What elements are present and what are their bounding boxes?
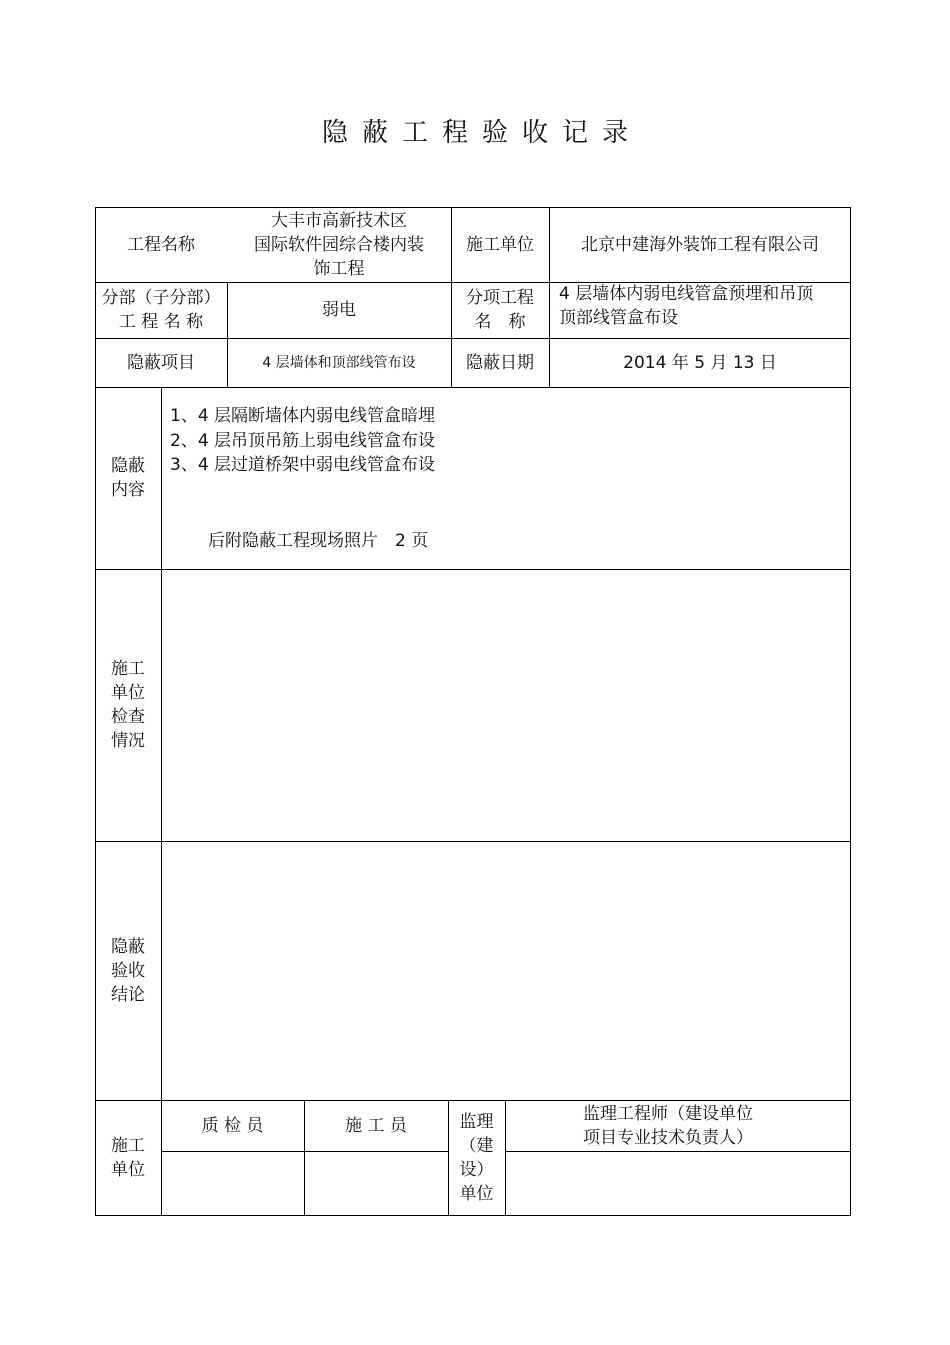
conclusion-field[interactable] [161, 841, 851, 1100]
content-line: 2、4 层吊顶吊筋上弱电线管盒布设 [170, 431, 436, 451]
project-name-value [227, 207, 451, 282]
conclusion-label-line: 验收 [111, 960, 145, 981]
subitem-value-line: 顶部线管盒布设 [559, 308, 678, 328]
project-name-line: 饰工程 [313, 258, 365, 279]
supervising-engineer-signature-field[interactable] [505, 1151, 851, 1216]
signature-unit-label [95, 1100, 161, 1216]
conclusion-label-line: 隐蔽 [111, 936, 145, 957]
attachment-note: 后附隐蔽工程现场照片 2 页 [208, 531, 429, 551]
constructor-label: 施 工 员 [345, 1115, 407, 1136]
content-line: 3、4 层过道桥架中弱电线管盒布设 [170, 455, 436, 475]
subdivision-label [95, 282, 227, 338]
supervising-engineer-label [505, 1100, 851, 1151]
subdivision-label-line: 分部（子分部） [101, 288, 221, 308]
content-label-line: 隐蔽 [111, 456, 145, 476]
inspection-label-line: 单位 [111, 683, 145, 703]
inspection-label-line: 施工 [111, 659, 145, 679]
supervision-label-line: （建 [459, 1136, 494, 1156]
supervising-engineer-line: 项目专业技术负责人） [583, 1127, 753, 1148]
subitem-value-line: 4 层墙体内弱电线管盒预埋和吊顶 [559, 284, 814, 304]
subdivision-label-line: 工 程 名 称 [118, 312, 204, 332]
inspection-label [95, 569, 161, 841]
subitem-label-line: 名 称 [474, 312, 526, 332]
concealed-item-label: 隐蔽项目 [127, 352, 195, 373]
project-name-line: 大丰市高新技术区 [271, 210, 407, 231]
supervision-label-line: 设） [459, 1160, 494, 1180]
inspection-label-line: 检查 [111, 707, 145, 727]
project-name-line: 国际软件园综合楼内装 [254, 234, 424, 255]
signature-unit-line: 施工 [111, 1136, 145, 1156]
contractor-label: 施工单位 [466, 234, 534, 255]
content-label [95, 387, 161, 569]
contractor-value: 北京中建海外装饰工程有限公司 [581, 234, 819, 255]
page-title: 隐蔽工程验收记录 [321, 118, 642, 148]
row-divider [95, 387, 851, 388]
concealed-date-value: 2014 年 5 月 13 日 [623, 352, 777, 373]
subitem-label [451, 282, 549, 338]
signature-unit-line: 单位 [111, 1160, 145, 1180]
quality-inspector-label: 质 检 员 [201, 1115, 264, 1136]
supervision-label [448, 1100, 505, 1216]
subdivision-value: 弱电 [322, 300, 356, 320]
constructor-signature-field[interactable] [304, 1151, 448, 1216]
inspection-field[interactable] [161, 569, 851, 841]
conclusion-label-line: 结论 [111, 984, 145, 1005]
concealed-date-label: 隐蔽日期 [466, 352, 534, 373]
subitem-label-line: 分项工程 [466, 288, 534, 308]
content-label-line: 内容 [111, 480, 145, 500]
content-line: 1、4 层隔断墙体内弱电线管盒暗埋 [170, 406, 436, 426]
project-name-label: 工程名称 [127, 234, 195, 255]
concealed-item-value: 4 层墙体和顶部线管布设 [262, 354, 416, 371]
supervising-engineer-line: 监理工程师（建设单位 [583, 1103, 753, 1124]
quality-inspector-signature-field[interactable] [161, 1151, 304, 1216]
supervision-label-line: 监理 [459, 1112, 494, 1132]
subitem-value [549, 282, 851, 338]
inspection-label-line: 情况 [111, 731, 145, 751]
supervision-label-line: 单位 [459, 1184, 494, 1204]
conclusion-label [95, 841, 161, 1100]
